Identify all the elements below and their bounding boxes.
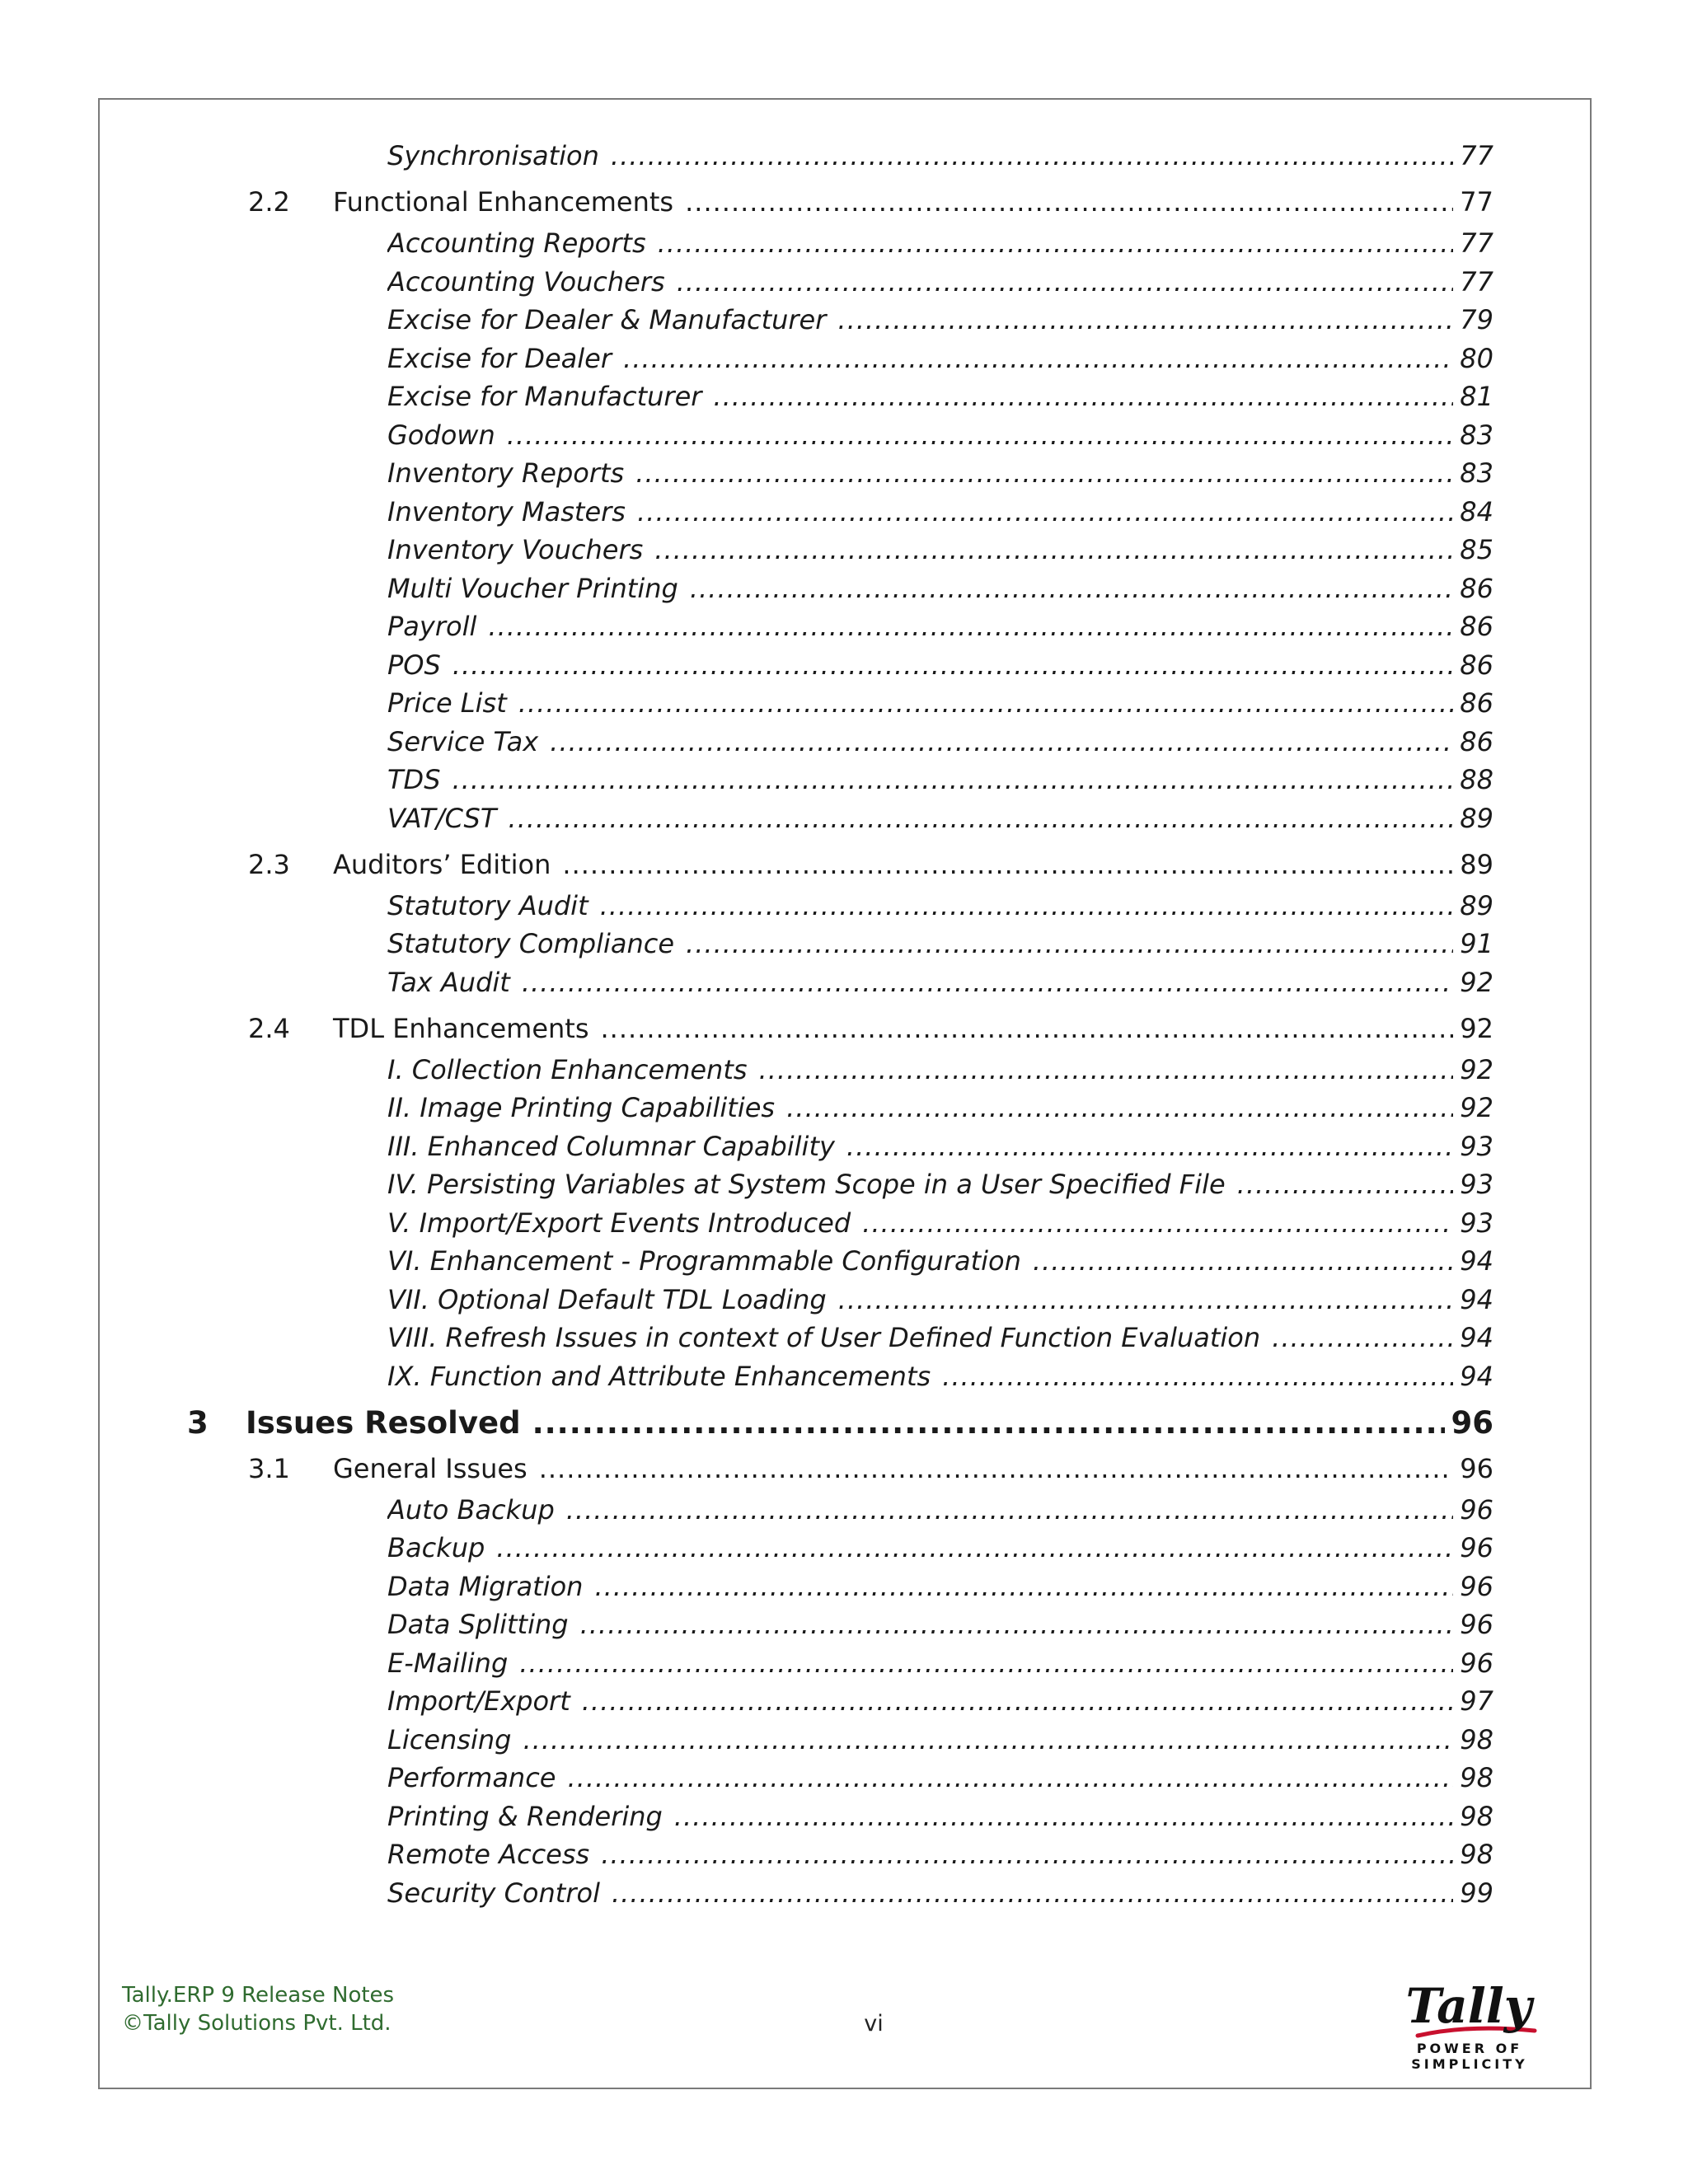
toc-entry-title: IX. Function and Attribute Enhancements bbox=[387, 1360, 931, 1392]
toc-section-entry[interactable] bbox=[248, 186, 1493, 218]
toc-entry-title: Accounting Reports bbox=[387, 227, 646, 259]
toc-entry-page: 92 bbox=[1460, 966, 1493, 998]
dot-leader bbox=[759, 1054, 1454, 1085]
toc-entry-title: Statutory Audit bbox=[387, 889, 588, 921]
toc-entry-title: Security Control bbox=[387, 1877, 600, 1909]
logo-wordmark: Tally bbox=[1405, 1978, 1532, 2034]
toc-entry-title: Auto Backup bbox=[387, 1493, 555, 1526]
dot-leader bbox=[518, 687, 1454, 719]
dot-leader bbox=[539, 1453, 1454, 1484]
dot-leader bbox=[674, 1801, 1453, 1832]
toc-entry-page: 77 bbox=[1460, 186, 1493, 218]
toc-entry-title: Licensing bbox=[387, 1723, 512, 1755]
toc-entry-title: TDL Enhancements bbox=[333, 1012, 589, 1044]
dot-leader bbox=[654, 534, 1453, 565]
toc-entry-page: 98 bbox=[1460, 1762, 1493, 1793]
toc-entry-title: Import/Export bbox=[387, 1685, 570, 1717]
dot-leader bbox=[690, 573, 1453, 604]
toc-subsection-entry[interactable] bbox=[387, 1245, 1493, 1277]
dot-leader bbox=[713, 381, 1453, 412]
dot-leader bbox=[862, 1207, 1453, 1239]
dot-leader bbox=[686, 928, 1453, 959]
toc-entry-page: 93 bbox=[1460, 1169, 1493, 1200]
toc-entry-title: Excise for Dealer bbox=[387, 342, 612, 374]
toc-entry-number: 2.2 bbox=[248, 186, 290, 218]
toc-entry-page: 93 bbox=[1460, 1130, 1493, 1162]
toc-subsection-entry[interactable] bbox=[387, 1284, 1493, 1315]
toc-subsection-entry[interactable] bbox=[387, 928, 1493, 959]
toc-entry-title: Inventory Vouchers bbox=[387, 534, 644, 565]
toc-entry-page: 96 bbox=[1460, 1532, 1493, 1563]
toc-entry-page: 89 bbox=[1460, 802, 1493, 834]
toc-entry-page: 91 bbox=[1460, 928, 1493, 959]
dot-leader bbox=[942, 1361, 1453, 1392]
toc-entry-title: Inventory Reports bbox=[387, 457, 625, 489]
toc-subsection-entry[interactable] bbox=[387, 1361, 1493, 1392]
toc-entry-page: 86 bbox=[1460, 611, 1493, 642]
toc-entry-title: Remote Access bbox=[387, 1839, 590, 1870]
toc-entry-page: 80 bbox=[1460, 342, 1493, 374]
page-number: vi bbox=[864, 2011, 884, 2036]
dot-leader bbox=[508, 803, 1453, 834]
toc-entry-page: 81 bbox=[1460, 381, 1493, 412]
toc-entry-title: Excise for Dealer & Manufacturer bbox=[387, 304, 827, 335]
toc-entry-title: VIII. Refresh Issues in context of User Defined Function Evaluation bbox=[387, 1322, 1261, 1353]
toc-entry-page: 89 bbox=[1460, 848, 1493, 880]
dot-leader bbox=[1272, 1322, 1453, 1353]
toc-subsection-entry[interactable] bbox=[387, 1207, 1493, 1239]
toc-section-entry[interactable] bbox=[248, 1013, 1493, 1044]
toc-entry-page: 79 bbox=[1460, 304, 1493, 335]
toc-entry-title: VI. Enhancement - Programmable Configuration bbox=[387, 1245, 1021, 1277]
toc-entry-title: Payroll bbox=[387, 611, 477, 642]
dot-leader bbox=[519, 1647, 1453, 1679]
toc-entry-title: Synchronisation bbox=[387, 140, 599, 171]
toc-entry-title: Inventory Masters bbox=[387, 495, 626, 527]
toc-entry-page: 89 bbox=[1460, 889, 1493, 921]
dot-leader bbox=[685, 186, 1453, 218]
toc-entry-title: Performance bbox=[387, 1762, 556, 1793]
dot-leader bbox=[601, 1839, 1453, 1870]
dot-leader bbox=[846, 1131, 1453, 1162]
toc-entry-page: 96 bbox=[1451, 1404, 1493, 1441]
footer-document-title: Tally.ERP 9 Release Notes bbox=[122, 1983, 395, 2008]
toc-entry-title: E-Mailing bbox=[387, 1647, 509, 1679]
toc-entry-title: Multi Voucher Printing bbox=[387, 572, 678, 604]
toc-entry-number: 3 bbox=[187, 1404, 209, 1441]
logo-tagline: POWER OF SIMPLICITY bbox=[1411, 2041, 1528, 2072]
toc-subsection-entry[interactable] bbox=[387, 1054, 1493, 1085]
toc-entry-title: Data Migration bbox=[387, 1570, 584, 1602]
toc-section-entry[interactable] bbox=[248, 1453, 1493, 1484]
toc-subsection-entry[interactable] bbox=[387, 611, 1493, 642]
dot-leader bbox=[452, 649, 1453, 681]
toc-entry-title: Godown bbox=[387, 419, 495, 451]
dot-leader bbox=[562, 849, 1453, 880]
toc-entry-page: 94 bbox=[1460, 1360, 1493, 1392]
toc-entry-page: 85 bbox=[1460, 534, 1493, 565]
toc-entry-number: 2.4 bbox=[248, 1012, 290, 1044]
toc-entry-number: 3.1 bbox=[248, 1452, 290, 1484]
toc-subsection-entry[interactable] bbox=[387, 573, 1493, 604]
toc-subsection-entry[interactable] bbox=[387, 803, 1493, 834]
toc-subsection-entry[interactable] bbox=[387, 457, 1493, 489]
toc-entry-title: Printing & Rendering bbox=[387, 1800, 663, 1832]
toc-entry-title: Issues Resolved bbox=[246, 1404, 521, 1441]
toc-entry-page: 92 bbox=[1460, 1053, 1493, 1085]
toc-subsection-entry[interactable] bbox=[387, 1647, 1493, 1679]
toc-subsection-entry[interactable] bbox=[387, 1839, 1493, 1870]
toc-entry-title: TDS bbox=[387, 764, 441, 795]
dot-leader bbox=[658, 227, 1454, 259]
toc-entry-page: 86 bbox=[1460, 725, 1493, 757]
toc-subsection-entry[interactable] bbox=[387, 649, 1493, 681]
toc-entry-page: 84 bbox=[1460, 495, 1493, 527]
toc-subsection-entry[interactable] bbox=[387, 419, 1493, 451]
footer-copyright: ©Tally Solutions Pvt. Ltd. bbox=[122, 2011, 392, 2036]
dot-leader bbox=[635, 457, 1453, 489]
dot-leader bbox=[488, 611, 1453, 642]
dot-leader bbox=[496, 1532, 1453, 1563]
dot-leader bbox=[637, 496, 1453, 527]
toc-section-entry[interactable] bbox=[248, 849, 1493, 880]
toc-entry-title: Statutory Compliance bbox=[387, 928, 675, 959]
toc-entry-page: 93 bbox=[1460, 1207, 1493, 1239]
toc-entry-page: 98 bbox=[1460, 1839, 1493, 1870]
toc-entry-title: Excise for Manufacturer bbox=[387, 381, 702, 412]
toc-entry-page: 96 bbox=[1460, 1570, 1493, 1602]
dot-leader bbox=[550, 726, 1453, 757]
toc-entry-page: 94 bbox=[1460, 1245, 1493, 1277]
dot-leader bbox=[838, 1284, 1454, 1315]
dot-leader bbox=[522, 967, 1453, 998]
toc-entry-title: I. Collection Enhancements bbox=[387, 1053, 748, 1085]
toc-entry-page: 77 bbox=[1460, 140, 1493, 171]
toc-entry-title: Auditors’ Edition bbox=[333, 848, 551, 880]
toc-entry-page: 98 bbox=[1460, 1723, 1493, 1755]
toc-entry-page: 96 bbox=[1460, 1452, 1493, 1484]
toc-entry-page: 99 bbox=[1460, 1877, 1493, 1909]
toc-entry-title: POS bbox=[387, 649, 441, 681]
toc-subsection-entry[interactable] bbox=[387, 534, 1493, 565]
toc-subsection-entry[interactable] bbox=[387, 1169, 1493, 1200]
toc-subsection-entry[interactable] bbox=[387, 1131, 1493, 1162]
toc-entry-title: Accounting Vouchers bbox=[387, 265, 665, 298]
dot-leader bbox=[507, 419, 1454, 451]
dot-leader bbox=[567, 1762, 1453, 1793]
toc-subsection-entry[interactable] bbox=[387, 890, 1493, 921]
dot-leader bbox=[566, 1494, 1454, 1526]
toc-entry-page: 83 bbox=[1460, 419, 1493, 451]
toc-entry-page: 77 bbox=[1460, 265, 1493, 298]
toc-subsection-entry[interactable] bbox=[387, 1609, 1493, 1640]
dot-leader bbox=[837, 304, 1453, 335]
toc-subsection-entry[interactable] bbox=[387, 1801, 1493, 1832]
toc-entry-title: Functional Enhancements bbox=[333, 186, 674, 218]
toc-entry-title: VII. Optional Default TDL Loading bbox=[387, 1283, 827, 1315]
toc-subsection-entry[interactable] bbox=[387, 1532, 1493, 1563]
toc-entry-page: 92 bbox=[1460, 1012, 1493, 1044]
toc-entry-page: 94 bbox=[1460, 1283, 1493, 1315]
toc-entry-title: Data Splitting bbox=[387, 1609, 569, 1640]
dot-leader bbox=[532, 1405, 1445, 1441]
toc-subsection-entry[interactable] bbox=[387, 764, 1493, 795]
toc-entry-title: General Issues bbox=[333, 1452, 528, 1484]
toc-subsection-entry[interactable] bbox=[387, 726, 1493, 757]
toc-entry-page: 96 bbox=[1460, 1647, 1493, 1679]
toc-entry-page: 86 bbox=[1460, 649, 1493, 681]
dot-leader bbox=[594, 1571, 1453, 1602]
dot-leader bbox=[582, 1685, 1454, 1717]
toc-entry-page: 86 bbox=[1460, 572, 1493, 604]
toc-subsection-entry[interactable] bbox=[387, 1877, 1493, 1909]
toc-entry-page: 88 bbox=[1460, 764, 1493, 795]
toc-subsection-entry[interactable] bbox=[387, 1571, 1493, 1602]
dot-leader bbox=[786, 1092, 1453, 1123]
toc-subsection-entry[interactable] bbox=[387, 1762, 1493, 1793]
toc-entry-page: 97 bbox=[1460, 1685, 1493, 1717]
toc-entry-page: 92 bbox=[1460, 1092, 1493, 1123]
toc-subsection-entry[interactable] bbox=[387, 140, 1493, 171]
toc-entry-page: 77 bbox=[1460, 227, 1493, 259]
toc-entry-title: Tax Audit bbox=[387, 966, 510, 998]
toc-entry-page: 86 bbox=[1460, 687, 1493, 719]
dot-leader bbox=[612, 1877, 1453, 1909]
toc-subsection-entry[interactable] bbox=[387, 266, 1493, 298]
toc-entry-title: II. Image Printing Capabilities bbox=[387, 1092, 776, 1123]
dot-leader bbox=[452, 764, 1454, 795]
toc-entry-page: 94 bbox=[1460, 1322, 1493, 1353]
dot-leader bbox=[623, 343, 1453, 374]
dot-leader bbox=[677, 266, 1454, 298]
dot-leader bbox=[600, 890, 1454, 921]
toc-entry-page: 96 bbox=[1460, 1493, 1493, 1526]
toc-subsection-entry[interactable] bbox=[387, 1494, 1493, 1526]
toc-subsection-entry[interactable] bbox=[387, 1685, 1493, 1717]
toc-subsection-entry[interactable] bbox=[387, 304, 1493, 335]
toc-subsection-entry[interactable] bbox=[387, 967, 1493, 998]
toc-subsection-entry[interactable] bbox=[387, 343, 1493, 374]
toc-subsection-entry[interactable] bbox=[387, 1322, 1493, 1353]
toc-entry-title: IV. Persisting Variables at System Scope in a User Specified File bbox=[387, 1169, 1226, 1200]
toc-subsection-entry[interactable] bbox=[387, 381, 1493, 412]
toc-entry-title: III. Enhanced Columnar Capability bbox=[387, 1130, 835, 1162]
toc-entry-title: Backup bbox=[387, 1532, 485, 1563]
toc-entry-title: Price List bbox=[387, 687, 507, 719]
dot-leader bbox=[1237, 1169, 1454, 1200]
toc-subsection-entry[interactable] bbox=[387, 1724, 1493, 1755]
toc-entry-title: Service Tax bbox=[387, 725, 539, 757]
dot-leader bbox=[601, 1013, 1454, 1044]
toc-chapter-entry[interactable] bbox=[187, 1405, 1493, 1441]
toc-entry-page: 83 bbox=[1460, 457, 1493, 489]
toc-entry-page: 96 bbox=[1460, 1609, 1493, 1640]
dot-leader bbox=[523, 1724, 1453, 1755]
dot-leader bbox=[611, 140, 1453, 171]
toc-subsection-entry[interactable] bbox=[387, 1092, 1493, 1123]
toc-entry-page: 98 bbox=[1460, 1800, 1493, 1832]
dot-leader bbox=[1033, 1245, 1453, 1277]
toc-entry-title: VAT/CST bbox=[387, 802, 497, 834]
toc-entry-number: 2.3 bbox=[248, 848, 290, 880]
toc-subsection-entry[interactable] bbox=[387, 687, 1493, 719]
dot-leader bbox=[580, 1609, 1454, 1640]
toc-subsection-entry[interactable] bbox=[387, 227, 1493, 259]
toc-subsection-entry[interactable] bbox=[387, 496, 1493, 527]
toc-entry-title: V. Import/Export Events Introduced bbox=[387, 1207, 851, 1239]
